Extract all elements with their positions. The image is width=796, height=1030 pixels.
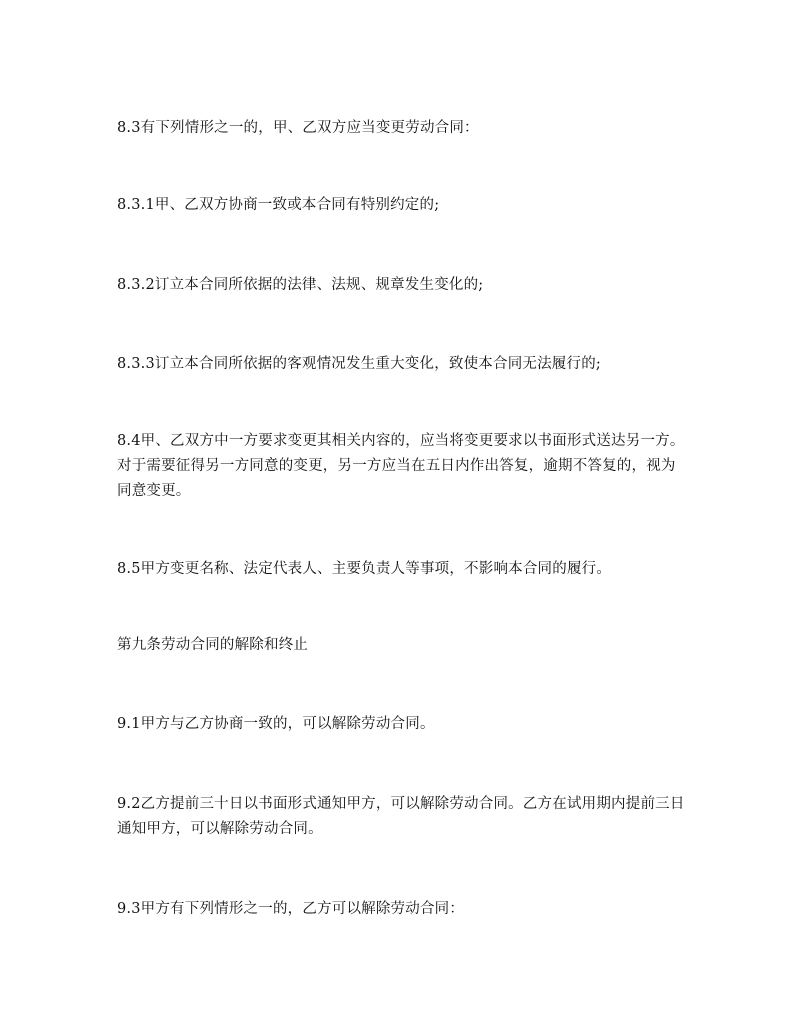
section-heading-9: 第九条劳动合同的解除和终止 [117,637,309,653]
clause-9-3: 9.3甲方有下列情形之一的，乙方可以解除劳动合同： [117,901,465,917]
clause-8-4: 8.4甲、乙双方中一方要求变更其相关内容的，应当将变更要求以书面形式送达另一方。对于需要征得另一方同意的变更，另一方应当在五日内作出答复，逾期不答复的，视为同意变更。 [117,433,685,499]
clause-8-3: 8.3有下列情形之一的，甲、乙双方应当变更劳动合同： [117,120,479,136]
clause-8-3-1: 8.3.1甲、乙双方协商一致或本合同有特别约定的; [117,197,440,213]
clause-8-3-3: 8.3.3订立本合同所依据的客观情况发生重大变化，致使本合同无法履行的; [117,356,601,372]
clause-9-1: 9.1甲方与乙方协商一致的，可以解除劳动合同。 [117,716,435,732]
clause-8-5: 8.5甲方变更名称、法定代表人、主要负责人等事项，不影响本合同的履行。 [117,561,612,577]
clause-9-2: 9.2乙方提前三十日以书面形式通知甲方，可以解除劳动合同。乙方在试用期内提前三日通知甲方，可以解除劳动合同。 [117,796,685,837]
clause-8-3-2: 8.3.2订立本合同所依据的法律、法规、规章发生变化的; [117,277,484,293]
